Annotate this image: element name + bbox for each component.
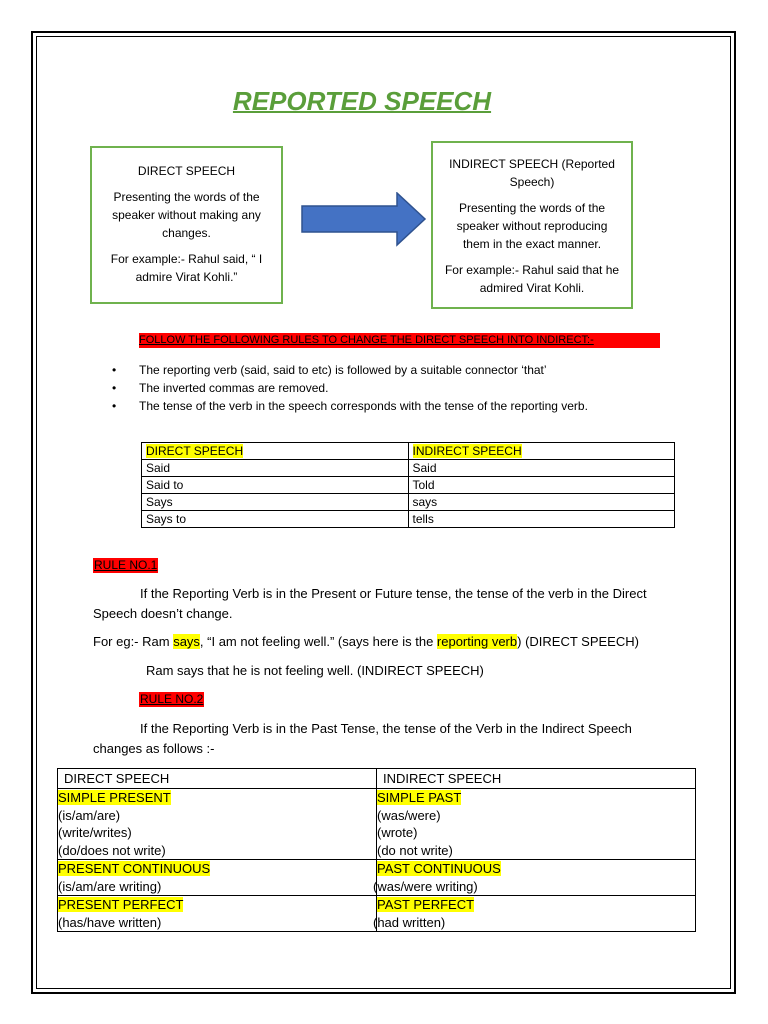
direct-speech-box xyxy=(90,146,283,304)
tense-example: (do/does not write) xyxy=(58,842,166,858)
table-header-indirect: INDIRECT SPEECH xyxy=(412,444,522,458)
table-row xyxy=(58,789,696,860)
indirect-speech-example: For example:- Rahul said that he admired Virat Kohli. xyxy=(444,263,620,295)
table-header-indirect: INDIRECT SPEECH xyxy=(377,769,696,789)
example-middle: , “I am not feeling well.” (says here is the xyxy=(199,634,437,649)
example-prefix: For eg:- Ram xyxy=(93,634,174,649)
table-row xyxy=(58,896,696,932)
tense-example: (had written) xyxy=(373,914,446,930)
page-title: REPORTED SPEECH xyxy=(232,86,492,116)
rule-bullet: • The inverted commas are removed. xyxy=(112,379,588,397)
table-header-direct: DIRECT SPEECH xyxy=(146,444,244,458)
reporting-verb-table xyxy=(141,442,675,528)
rule1-text: If the Reporting Verb is in the Present or Future tense, the tense of the verb in the Direct Speech doesn’t change. xyxy=(93,586,647,621)
tense-title: PRESENT CONTINUOUS xyxy=(58,861,211,876)
example-reporting-verb-highlight: reporting verb xyxy=(436,634,518,649)
indirect-speech-box xyxy=(431,141,633,309)
rule1-indirect-example: Ram says that he is not feeling well. (INDIRECT SPEECH) xyxy=(146,663,484,678)
tense-example: (write/writes) xyxy=(58,825,132,840)
tense-cell-indirect xyxy=(377,789,696,860)
table-header-row xyxy=(58,769,696,789)
table-row xyxy=(142,511,675,528)
table-cell: Says xyxy=(142,494,409,511)
tense-cell-direct xyxy=(58,789,377,860)
tense-title: PAST CONTINUOUS xyxy=(377,861,501,876)
rules-list xyxy=(112,361,588,415)
tense-example: (do not write) xyxy=(377,842,453,858)
table-row xyxy=(142,460,675,477)
tense-title: SIMPLE PAST xyxy=(377,790,462,805)
table-header-direct: DIRECT SPEECH xyxy=(58,769,377,789)
tense-title: PAST PERFECT xyxy=(377,897,475,912)
tense-cell-indirect xyxy=(373,896,696,932)
table-cell: tells xyxy=(408,511,675,528)
table-cell: Says to xyxy=(142,511,409,528)
indirect-speech-description: Presenting the words of the speaker without reproducing them in the exact manner. xyxy=(456,201,608,251)
direct-speech-example: For example:- Rahul said, “ I admire Virat Kohli.” xyxy=(110,252,263,284)
table-header-row xyxy=(142,443,675,460)
tense-example: (was/were) xyxy=(377,807,441,823)
table-row xyxy=(142,477,675,494)
table-cell: Said xyxy=(142,460,409,477)
table-cell: Told xyxy=(408,477,675,494)
rules-heading: FOLLOW THE FOLLOWING RULES TO CHANGE THE DIRECT SPEECH INTO INDIRECT:- xyxy=(139,333,660,348)
tense-cell-direct xyxy=(58,896,377,932)
tense-title: SIMPLE PRESENT xyxy=(58,790,171,805)
example-suffix: ) (DIRECT SPEECH) xyxy=(517,634,639,649)
direct-speech-heading: DIRECT SPEECH xyxy=(137,164,236,178)
rule2-text: If the Reporting Verb is in the Past Tense, the tense of the Verb in the Indirect Speech changes as follows :- xyxy=(93,721,632,756)
table-cell: Said xyxy=(408,460,675,477)
tense-example: (was/were writing) xyxy=(373,878,478,894)
rule1-direct-example xyxy=(93,632,713,652)
rule1-label: RULE NO.1 xyxy=(94,558,158,572)
tense-cell-direct xyxy=(58,860,377,896)
table-cell: says xyxy=(408,494,675,511)
tense-change-table xyxy=(57,768,696,932)
tense-example: (is/am/are) xyxy=(58,807,121,823)
table-row xyxy=(142,494,675,511)
tense-cell-indirect xyxy=(373,860,696,896)
tense-example: (is/am/are writing) xyxy=(58,878,162,894)
right-arrow-icon xyxy=(301,192,427,248)
rule2-label: RULE NO.2 xyxy=(140,692,204,706)
example-says-highlight: says xyxy=(173,634,200,649)
tense-example: (wrote) xyxy=(377,825,418,840)
table-cell: Said to xyxy=(142,477,409,494)
tense-example: (has/have written) xyxy=(58,914,162,930)
rule-bullet: • The reporting verb (said, said to etc) is followed by a suitable connector ‘that’ xyxy=(112,361,588,379)
tense-title: PRESENT PERFECT xyxy=(58,897,184,912)
table-row xyxy=(58,860,696,896)
direct-speech-description: Presenting the words of the speaker without making any changes. xyxy=(112,190,261,240)
indirect-speech-heading: INDIRECT SPEECH (Reported Speech) xyxy=(449,157,615,189)
rule-bullet: • The tense of the verb in the speech corresponds with the tense of the reporting verb. xyxy=(112,397,588,415)
